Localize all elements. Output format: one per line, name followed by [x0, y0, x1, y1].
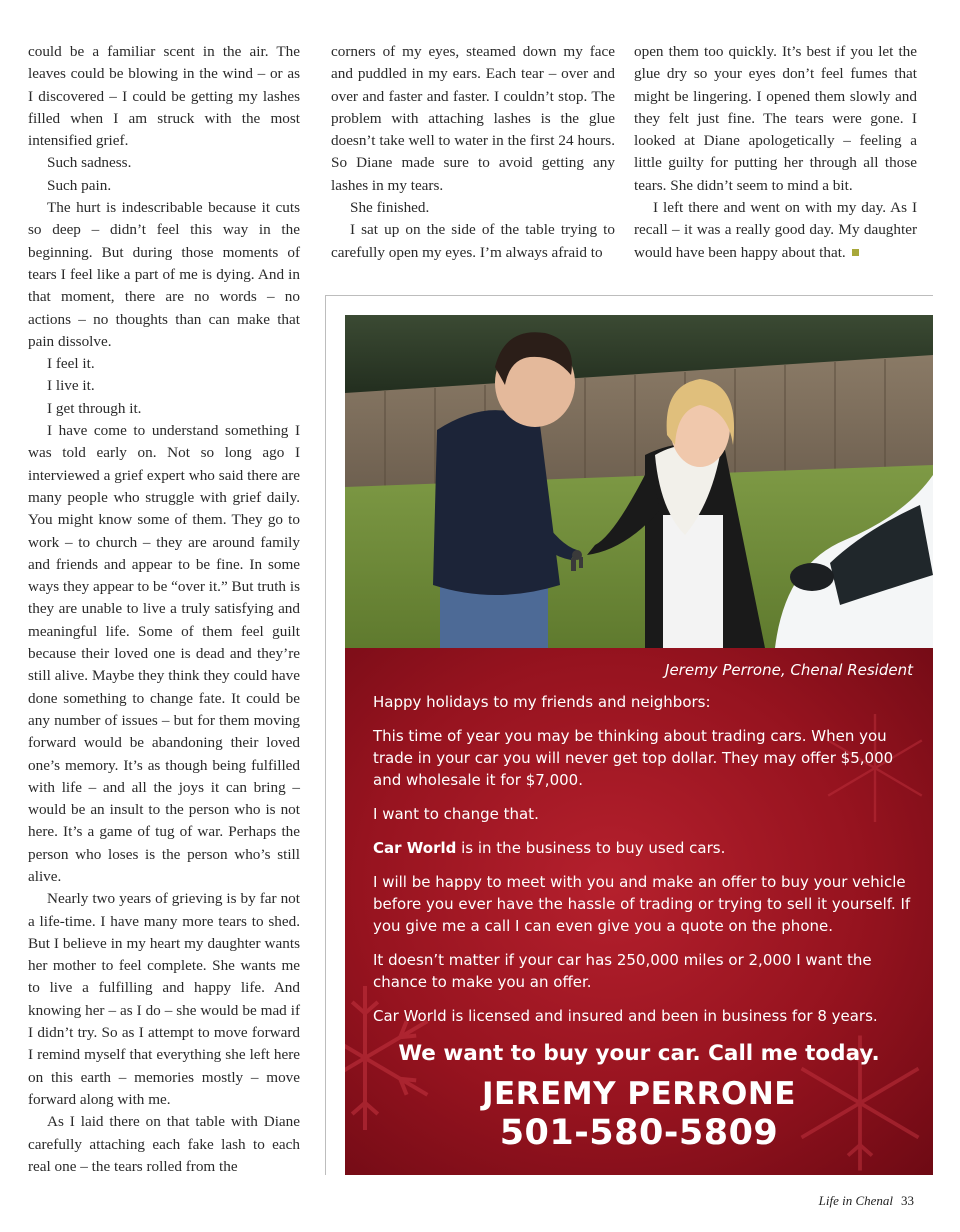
article-paragraph: Such pain.: [47, 176, 112, 194]
ad-paragraph: Car World is licensed and insured and been in business for 8 years.: [373, 1007, 878, 1025]
page-footer: [819, 1193, 914, 1209]
ad-paragraph: I will be happy to meet with you and make an offer to buy your vehicle before you ever have the hassle of trading or trying to sell it yourself. If you give me a call I can even give you a quote on the phone.: [373, 873, 911, 935]
ad-body-text: [373, 691, 913, 1039]
car-world-advertisement: [345, 315, 933, 1175]
ad-frame-left-rule: [325, 295, 326, 1175]
page-number: 33: [901, 1193, 914, 1208]
article-paragraph: I have come to understand something I was told early on. Not so long ago I interviewed a grief expert who said there are many people who struggle with grief daily. You might know some of them. They go to work – to church – they are around family and friends and appear to be fine. In some ways they appear to be “over it.” But truth is they are unable to live a truly satisfying and meaningful life. Some of them feel guilt because their loved one is dead and they’re still alive. Maybe they think they could have done something to change fate. It could be any number of issues – but for them moving forward would be abandoning their loved one’s memory. It’s as though being fulfilled with life – and all the joys it can bring – would be an insult to the person who is not here. It’s a game of tug of war. Perhaps the person who loses is the person who’s still alive.: [28, 422, 300, 885]
article-paragraph: I get through it.: [47, 399, 142, 417]
ad-tagline: We want to buy your car. Call me today.: [398, 1041, 880, 1066]
article-column-2: [331, 41, 615, 264]
article-paragraph: I live it.: [47, 377, 95, 395]
article-paragraph: corners of my eyes, steamed down my face and puddled in my ears. Each tear – over and over and faster and faster. I couldn’t stop. The problem with attaching lashes is the glue doesn’t take well to water in the first 24 hours. So Diane made sure to avoid getting any lashes in my tears.: [331, 43, 615, 194]
article-paragraph: I left there and went on with my day. As I recall – it was a really good day. My daughter would have been happy about that.: [634, 199, 917, 261]
publication-name: Life in Chenal: [818, 1193, 893, 1208]
article-paragraph: She finished.: [350, 199, 430, 217]
article-paragraph: I sat up on the side of the table trying to carefully open my eyes. I’m always afraid to: [331, 221, 615, 261]
ad-text-panel: [345, 648, 933, 1175]
ad-greeting: Happy holidays to my friends and neighbors:: [373, 693, 711, 711]
article-paragraph: open them too quickly. It’s best if you let the glue dry so your eyes don’t feel fumes that might be lingering. I opened them slowly and they felt just fine. The tears were gone. I looked at Diane apologetically – feeling a little guilty for putting her through all those tears. She didn’t seem to mind a bit.: [634, 43, 917, 194]
article-paragraph: Nearly two years of grieving is by far not a life-time. I have many more tears to shed. But I believe in my heart my daughter wants her mother to feel complete. She wants me to live a fulfilling and happy life. And knowing her – as I do – she would be mad if I didn’t try. So as I attempt to move forward I remind myself that everything she left here on this earth – memories mostly – move forward along with me.: [28, 890, 300, 1108]
ad-paragraph: Car World is in the business to buy used cars.: [373, 839, 726, 857]
ad-photo: [345, 315, 933, 648]
article-paragraph: Such sadness.: [47, 154, 132, 172]
brand-name: Car World: [373, 839, 457, 857]
ad-paragraph: I want to change that.: [373, 805, 539, 823]
article-paragraph: The hurt is indescribable because it cuts so deep – didn’t feel this way in the beginning. But during those moments of tears I feel like a part of me is dying. And in that moment, there are no words – no actions – no thoughts than can make that pain dissolve.: [28, 199, 300, 350]
end-of-article-icon: [852, 249, 859, 256]
ad-paragraph: It doesn’t matter if your car has 250,000 miles or 2,000 I want the chance to make you an offer.: [373, 951, 872, 991]
article-paragraph: could be a familiar scent in the air. The leaves could be blowing in the wind – or as I discovered – I could be getting my lashes filled when I am struck with the most intensified grief.: [28, 43, 300, 150]
contact-name: JEREMY PERRONE: [482, 1076, 796, 1112]
article-column-1: [28, 41, 300, 1178]
ad-frame-top-rule: [325, 295, 933, 296]
article-column-3: [634, 41, 917, 264]
article-paragraph: As I laid there on that table with Diane carefully attaching each fake lash to each real one – the tears rolled from the: [28, 1113, 300, 1175]
photo-caption: Jeremy Perrone, Chenal Resident: [665, 661, 913, 679]
article-paragraph: I feel it.: [47, 355, 95, 373]
contact-phone: 501-580-5809: [499, 1113, 779, 1153]
ad-paragraph: This time of year you may be thinking about trading cars. When you trade in your car you will never get top dollar. They may offer $5,000 and wholesale it for $7,000.: [373, 727, 894, 789]
